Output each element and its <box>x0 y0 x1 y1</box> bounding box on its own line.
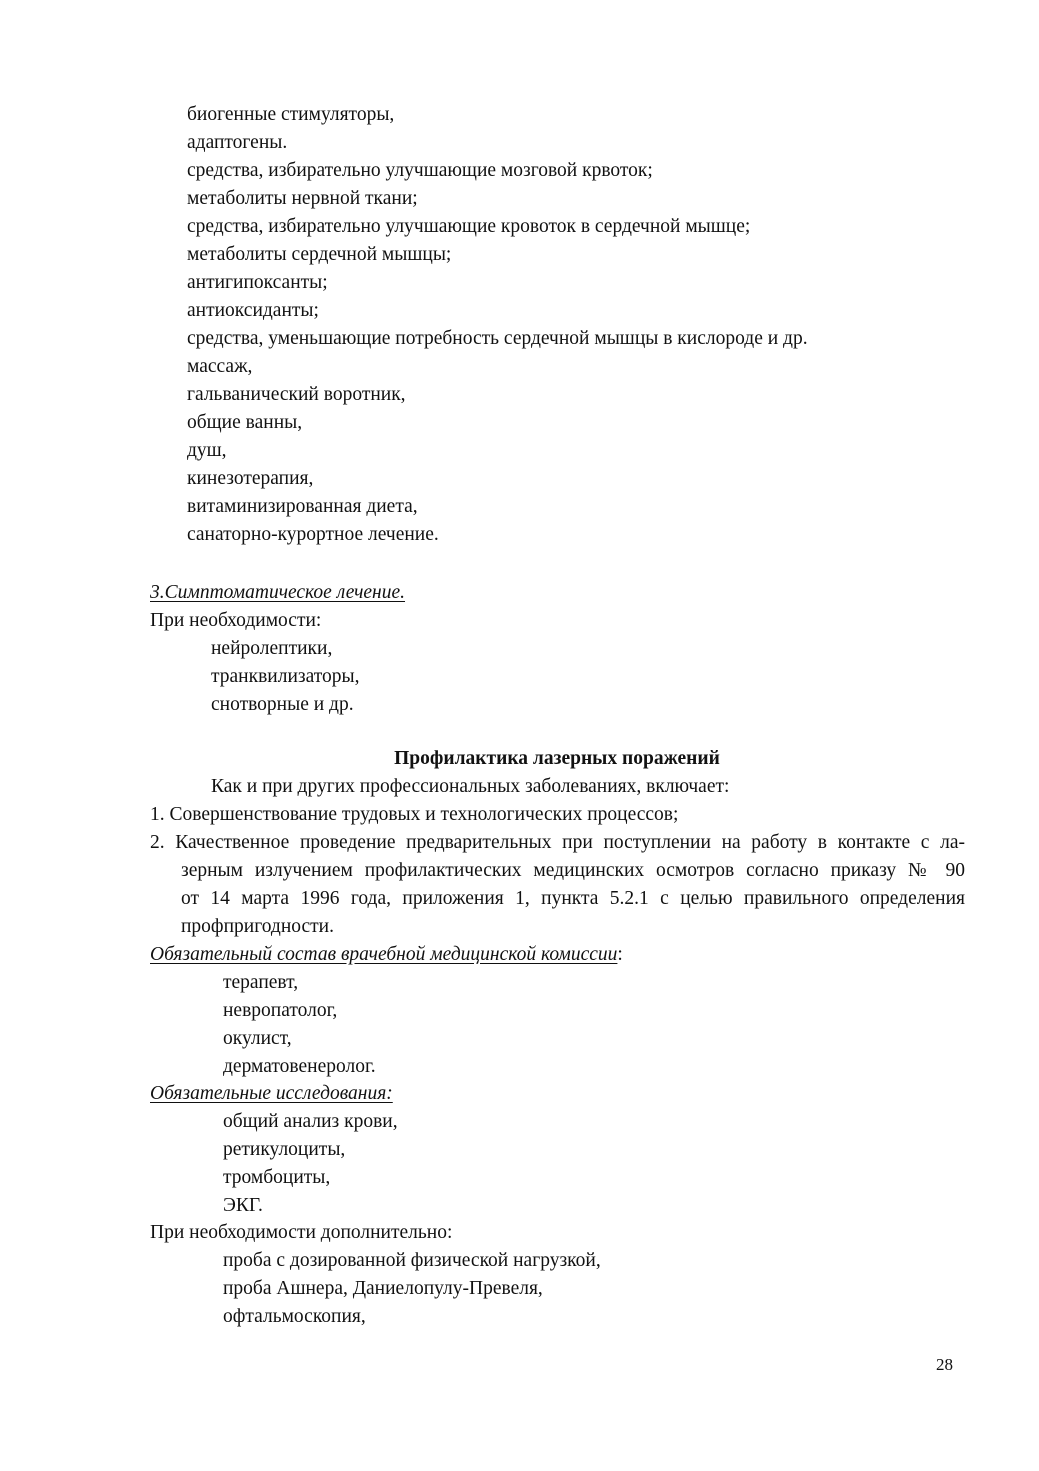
paragraph-line: профпригодности. <box>181 916 334 937</box>
list-item: адаптогены. <box>187 132 288 153</box>
commission-title: Обязательный состав врачебной медицинской комиссии: <box>150 944 623 965</box>
symptomatic-intro: При необходимости: <box>150 610 322 631</box>
list-item: ретикулоциты, <box>223 1139 346 1160</box>
section-intro: Как и при других профессиональных заболеваниях, включает: <box>211 776 730 797</box>
paragraph-line: от 14 марта 1996 года, приложения 1, пункта 5.2.1 с целью правильного определения <box>181 888 965 909</box>
additional-intro: При необходимости дополнительно: <box>150 1222 453 1243</box>
list-item: нейролептики, <box>211 638 333 659</box>
paragraph-line: 2. Качественное проведение предварительных при поступлении на работу в контакте с ла- <box>150 832 965 853</box>
research-title: Обязательные исследования: <box>150 1083 393 1104</box>
list-item: терапевт, <box>223 972 299 993</box>
list-item: невропатолог, <box>223 1000 338 1021</box>
list-item: общие ванны, <box>187 412 303 433</box>
list-item: проба с дозированной физической нагрузкой, <box>223 1250 601 1271</box>
list-item: санаторно-курортное лечение. <box>187 524 439 545</box>
list-item: антигипоксанты; <box>187 272 328 293</box>
list-item: биогенные стимуляторы, <box>187 104 395 125</box>
list-item: душ, <box>187 440 227 461</box>
list-item: метаболиты сердечной мышцы; <box>187 244 452 265</box>
list-item: дерматовенеролог. <box>223 1056 376 1077</box>
list-item: кинезотерапия, <box>187 468 314 489</box>
list-item: ЭКГ. <box>223 1195 263 1216</box>
list-item: общий анализ крови, <box>223 1111 398 1132</box>
paragraph-line: зерным излучением профилактических медицинских осмотров согласно приказу № 90 <box>181 860 965 881</box>
section-heading: Профилактика лазерных поражений <box>394 748 720 769</box>
list-item: метаболиты нервной ткани; <box>187 188 418 209</box>
symptomatic-title: 3.Симптоматическое лечение. <box>150 582 406 603</box>
page-number: 28 <box>936 1355 953 1374</box>
list-item: витаминизированная диета, <box>187 496 418 517</box>
numbered-item-1: 1. Совершенствование трудовых и технологических процессов; <box>150 804 679 825</box>
list-item: средства, избирательно улучшающие мозговой крвоток; <box>187 160 653 181</box>
list-item: проба Ашнера, Даниелопулу-Превеля, <box>223 1278 543 1299</box>
list-item: средства, избирательно улучшающие кровоток в сердечной мышце; <box>187 216 751 237</box>
list-item: средства, уменьшающие потребность сердечной мышцы в кислороде и др. <box>187 328 808 349</box>
list-item: офтальмоскопия, <box>223 1306 366 1327</box>
list-item: окулист, <box>223 1028 292 1049</box>
list-item: антиоксиданты; <box>187 300 319 321</box>
list-item: гальванический воротник, <box>187 384 406 405</box>
list-item: тромбоциты, <box>223 1167 331 1188</box>
list-item: снотворные и др. <box>211 694 354 715</box>
list-item: транквилизаторы, <box>211 666 360 687</box>
list-item: массаж, <box>187 356 253 377</box>
